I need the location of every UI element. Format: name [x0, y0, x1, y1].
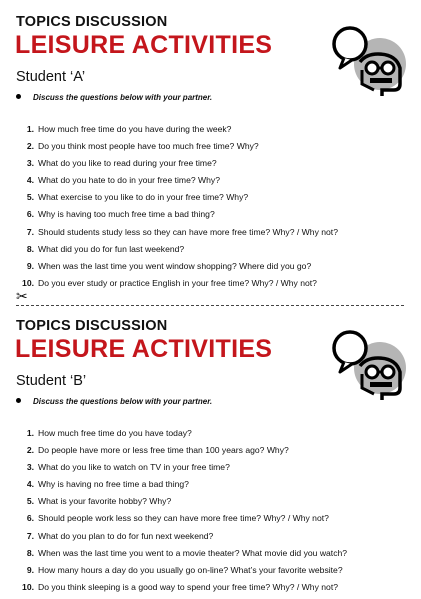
- question-text: Do you think most people have too much free time? Why?: [38, 141, 259, 152]
- question-text: Should people work less so they can have more free time? Why? / Why not?: [38, 513, 329, 524]
- question-text: What did you do for fun last weekend?: [38, 243, 185, 254]
- question-text: What do you plan to do for fun next weekend?: [38, 530, 214, 541]
- bullet-icon: [16, 94, 21, 99]
- question-list: [16, 124, 338, 295]
- list-item: [16, 565, 347, 582]
- question-number: 9.: [26, 260, 34, 271]
- question-text: When was the last time you went window shopping? Where did you go?: [38, 260, 312, 271]
- question-text: What do you hate to do in your free time? Why?: [38, 175, 220, 186]
- question-text: What exercise to you like to do in your free time? Why?: [38, 192, 249, 203]
- question-text: When was the last time you went to a movie theater? What movie did you watch?: [38, 547, 348, 558]
- list-item: [16, 496, 347, 513]
- topics-heading: TOPICS DISCUSSION: [16, 318, 168, 334]
- question-list: [16, 428, 347, 599]
- question-text: What is your favorite hobby? Why?: [38, 496, 172, 507]
- list-item: [16, 124, 338, 141]
- cut-line: [16, 288, 404, 307]
- question-text: How much free time do you have today?: [38, 428, 192, 438]
- question-number: 8.: [26, 547, 34, 558]
- question-text: Do you ever study or practice English in your free time? Why? / Why not?: [38, 277, 317, 288]
- list-item: [16, 531, 347, 548]
- question-text: Do you think sleeping is a good way to spend your free time? Why? / Why not?: [38, 581, 338, 592]
- list-item: [16, 261, 338, 278]
- question-number: 6.: [26, 209, 34, 220]
- instruction-text: Discuss the questions below with your partner.: [33, 93, 213, 102]
- list-item: [16, 548, 347, 565]
- question-number: 10.: [22, 277, 34, 288]
- question-number: 1.: [26, 428, 34, 438]
- question-number: 2.: [26, 445, 34, 456]
- worksheet-title: LEISURE ACTIVITIES: [15, 335, 273, 363]
- topics-heading: TOPICS DISCUSSION: [16, 14, 168, 30]
- question-text: What do you like to read during your free time?: [38, 158, 217, 169]
- question-number: 2.: [26, 141, 34, 152]
- list-item: [16, 192, 338, 209]
- list-item: [16, 479, 347, 496]
- list-item: [16, 158, 338, 175]
- bullet-icon: [16, 398, 21, 403]
- instruction-line: [16, 397, 212, 406]
- question-number: 6.: [26, 513, 34, 524]
- question-number: 7.: [26, 226, 34, 237]
- list-item: [16, 244, 338, 261]
- question-text: Why is having too much free time a bad thing?: [38, 209, 215, 220]
- list-item: [16, 513, 347, 530]
- question-number: 9.: [26, 564, 34, 575]
- question-number: 3.: [26, 462, 34, 473]
- question-text: How many hours a day do you usually go on-line? What’s your favorite website?: [38, 564, 343, 575]
- scissors-icon: ✂: [16, 288, 28, 304]
- list-item: [16, 141, 338, 158]
- question-text: What do you like to watch on TV in your free time?: [38, 462, 230, 473]
- question-number: 8.: [26, 243, 34, 254]
- question-text: How much free time do you have during the week?: [38, 124, 232, 134]
- question-text: Why is having no free time a bad thing?: [38, 479, 189, 490]
- worksheet-title: LEISURE ACTIVITIES: [15, 31, 273, 59]
- thinking-person-icon: [330, 24, 406, 100]
- question-number: 3.: [26, 158, 34, 169]
- question-number: 10.: [22, 581, 34, 592]
- list-item: [16, 227, 338, 244]
- list-item: [16, 175, 338, 192]
- dashed-divider: [16, 305, 404, 306]
- question-number: 4.: [26, 175, 34, 186]
- question-number: 5.: [26, 192, 34, 203]
- question-number: 1.: [26, 124, 34, 134]
- list-item: [16, 428, 347, 445]
- list-item: [16, 209, 338, 226]
- question-number: 4.: [26, 479, 34, 490]
- thinking-person-icon: [330, 328, 406, 404]
- question-text: Do people have more or less free time than 100 years ago? Why?: [38, 445, 289, 456]
- list-item: [16, 445, 347, 462]
- list-item: [16, 462, 347, 479]
- list-item: [16, 582, 347, 599]
- instruction-line: [16, 93, 212, 102]
- question-number: 7.: [26, 530, 34, 541]
- question-number: 5.: [26, 496, 34, 507]
- instruction-text: Discuss the questions below with your partner.: [33, 397, 213, 406]
- student-label: Student ‘B’: [16, 373, 87, 389]
- question-text: Should students study less so they can have more free time? Why? / Why not?: [38, 226, 338, 237]
- student-label: Student ‘A’: [16, 69, 86, 85]
